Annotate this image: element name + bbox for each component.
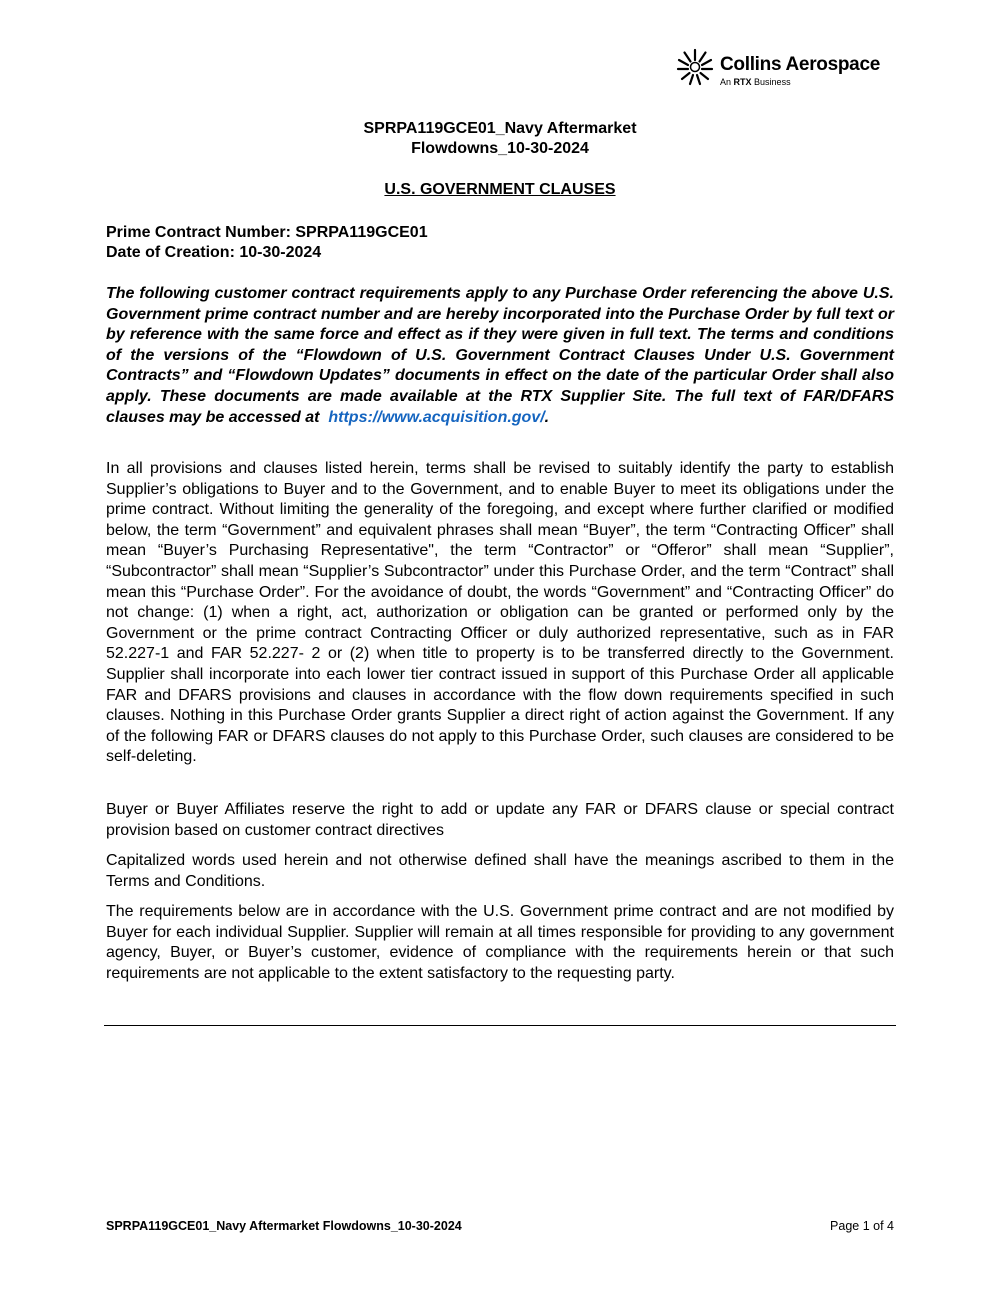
contract-meta	[106, 223, 428, 263]
section-heading: U.S. GOVERNMENT CLAUSES	[384, 181, 616, 198]
prime-contract-number: Prime Contract Number: SPRPA119GCE01	[106, 224, 428, 241]
intro-paragraph: The following customer contract requirements apply to any Purchase Order referencing the above U.S. Government prime contract number and are hereby incorporated into the Purchase Order by full text or by reference with the same force and effect as if they were given in full text. The terms and conditions of the versions of the “Flowdown of U.S. Government Contract Clauses Under U.S. Government Contracts” and “Flowdown Updates” documents in effect on the date of the particular Order shall also apply. These documents are made available at the RTX Supplier Site. The full text of FAR/DFARS clauses may be accessed at https://www.acquisition.gov/.	[106, 285, 894, 426]
paragraph-capitalized-words: Capitalized words used herein and not otherwise defined shall have the meanings ascribed to them in the Terms and Conditions.	[106, 852, 894, 890]
document-title-line-2: Flowdowns_10-30-2024	[411, 140, 589, 157]
logo-wordmark: Collins Aerospace	[720, 54, 880, 75]
paragraph-requirements: The requirements below are in accordance with the U.S. Government prime contract and are not modified by Buyer for each individual Supplier. Supplier will remain at all times responsible for providing to any government agency, Buyer, or Buyer’s customer, evidence of compliance with the requirements herein or that such requirements are not applicable to the extent satisfactory to the requesting party.	[106, 903, 894, 982]
document-title	[250, 119, 750, 159]
collins-sunburst-icon	[676, 48, 714, 86]
acquisition-gov-link[interactable]: https://www.acquisition.gov/	[328, 408, 545, 426]
document-title-line-1: SPRPA119GCE01_Navy Aftermarket	[363, 120, 637, 137]
section-divider	[104, 1025, 896, 1026]
footer-page-number: Page 1 of 4	[830, 1219, 894, 1233]
paragraph-buyer-rights: Buyer or Buyer Affiliates reserve the right to add or update any FAR or DFARS clause or special contract provision based on customer contract directives	[106, 801, 894, 839]
logo-tagline: An RTX Business	[720, 77, 791, 87]
date-of-creation: Date of Creation: 10-30-2024	[106, 244, 322, 261]
paragraph-terms-definitions: In all provisions and clauses listed herein, terms shall be revised to suitably identify the party to establish Supplier’s obligations to Buyer and to the Government, and to enable Buyer to meet its obligations under the prime contract. Without limiting the generality of the foregoing, and except where further clarified or modified below, the term “Government” and equivalent phrases shall mean “Buyer”, the term “Contracting Officer” shall mean “Buyer’s Purchasing Representative", the term “Contractor” or “Offeror” shall mean “Supplier”, “Subcontractor” shall mean “Supplier’s Subcontractor” under this Purchase Order, and the term “Contract” shall mean this “Purchase Order”. For the avoidance of doubt, the words “Government” and “Contracting Officer” do not change: (1) when a right, act, authorization or obligation can be granted or performed only by the Government or the prime contract Contracting Officer or duly authorized representative, such as in FAR 52.227-1 and FAR 52.227- 2 or (2) when title to property is to be transferred directly to the Government. Supplier shall incorporate into each lower tier contract issued in support of this Purchase Order all applicable FAR and DFARS provisions and clauses in accordance with the flow down requirements specified in such clauses. Nothing in this Purchase Order grants Supplier a direct right of action against the Government. If any of the following FAR or DFARS clauses do not apply to this Purchase Order, such clauses are considered to be self-deleting.	[106, 460, 894, 766]
footer-document-name: SPRPA119GCE01_Navy Aftermarket Flowdowns_10-30-2024	[106, 1219, 462, 1233]
